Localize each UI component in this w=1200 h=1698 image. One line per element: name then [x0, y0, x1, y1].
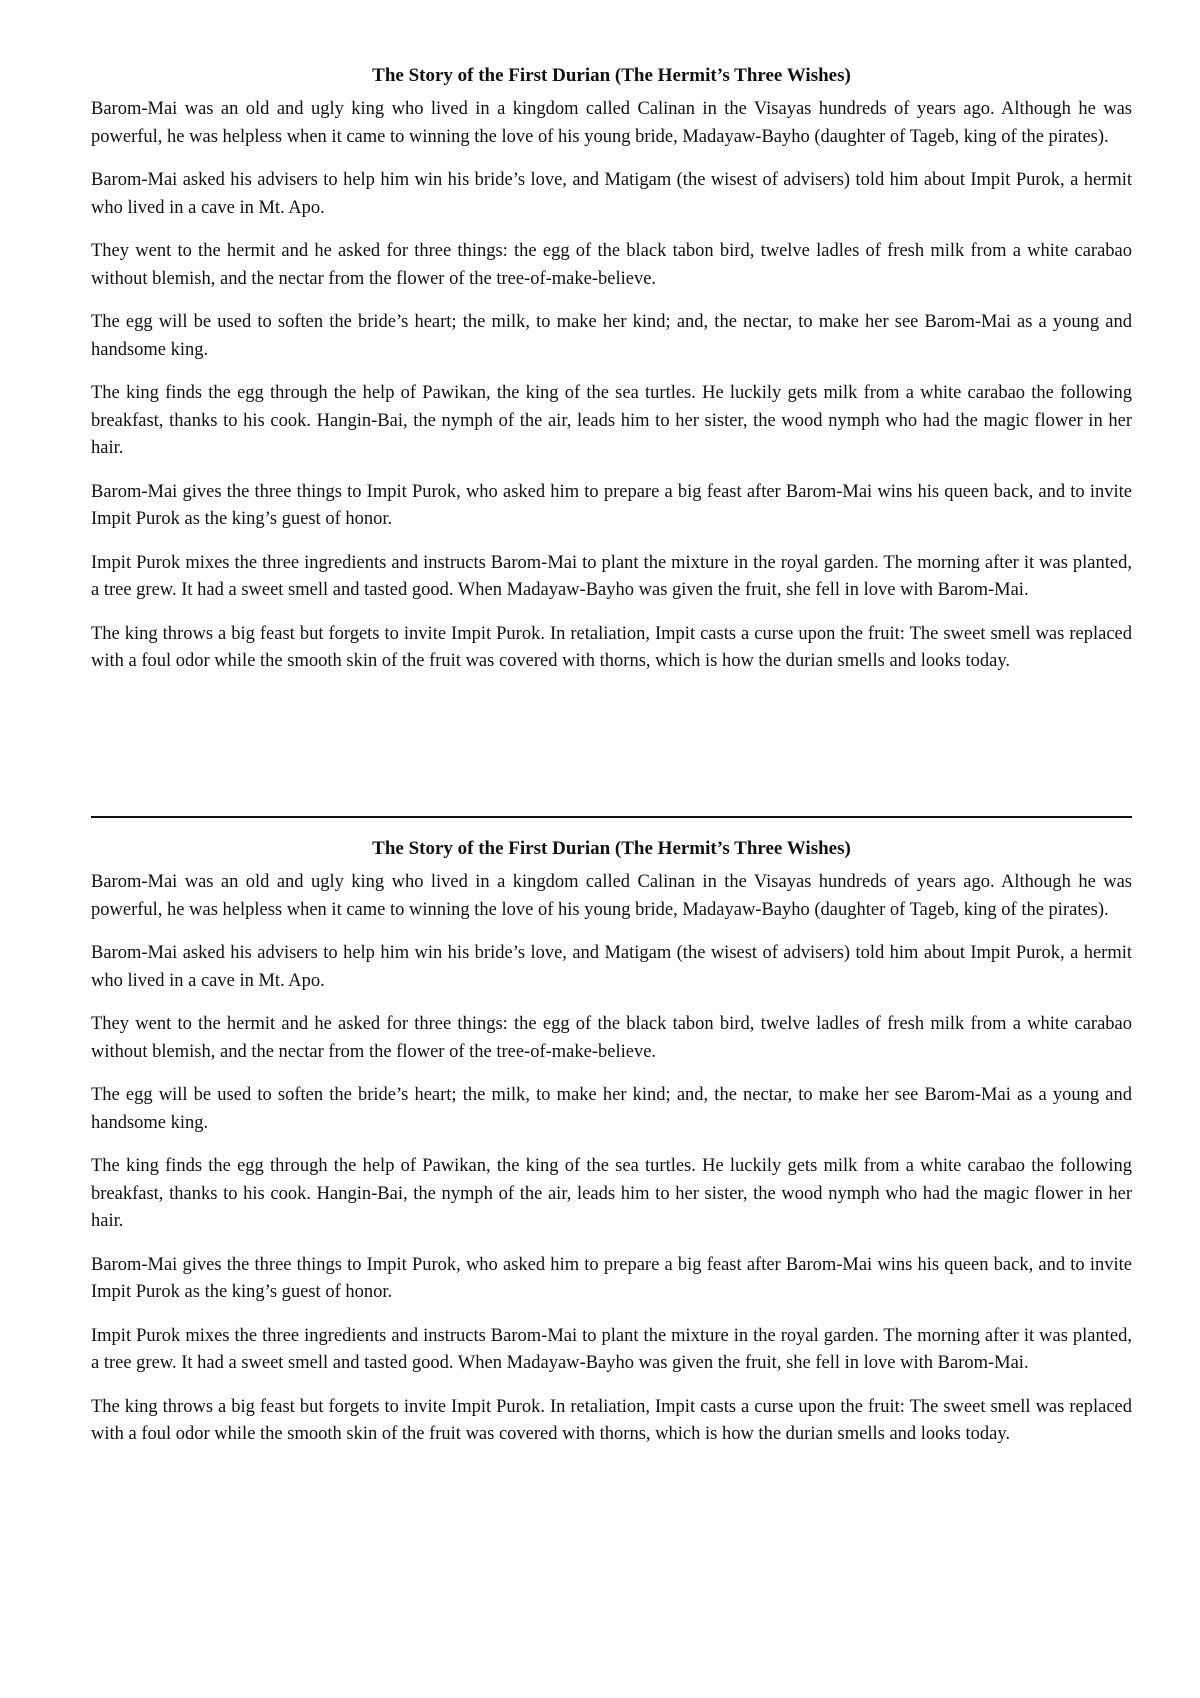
- story-paragraph: Impit Purok mixes the three ingredients and instructs Barom-Mai to plant the mixture in the royal garden. The morning after it was planted, a tree grew. It had a sweet smell and tasted good. When Madayaw-Bayho was given the fruit, she fell in love with Barom-Mai.: [91, 1325, 1132, 1373]
- story-paragraph: The egg will be used to soften the bride’s heart; the milk, to make her kind; and, the nectar, to make her see Barom-Mai as a young and handsome king.: [91, 1085, 1132, 1133]
- story-paragraph: Barom-Mai was an old and ugly king who lived in a kingdom called Calinan in the Visayas hundreds of years ago. Although he was powerful, he was helpless when it came to winning the love of his young bride, Madayaw-Bayho (daughter of Tageb, king of the pirates).: [91, 872, 1132, 920]
- story-paragraph: The king throws a big feast but forgets to invite Impit Purok. In retaliation, Impit casts a curse upon the fruit: The sweet smell was replaced with a foul odor while the smooth skin of the fruit was covered with thorns, which is how the durian smells and looks today.: [91, 1396, 1132, 1444]
- story-title: The Story of the First Durian (The Hermit’s Three Wishes): [372, 65, 851, 86]
- story-paragraph: Barom-Mai asked his advisers to help him win his bride’s love, and Matigam (the wisest of advisers) told him about Impit Purok, a hermit who lived in a cave in Mt. Apo.: [91, 943, 1132, 991]
- story-paragraph: Barom-Mai gives the three things to Impit Purok, who asked him to prepare a big feast after Barom-Mai wins his queen back, and to invite Impit Purok as the king’s guest of honor.: [91, 1254, 1132, 1302]
- section-divider: [91, 816, 1132, 818]
- story-paragraph: Impit Purok mixes the three ingredients and instructs Barom-Mai to plant the mixture in the royal garden. The morning after it was planted, a tree grew. It had a sweet smell and tasted good. When Madayaw-Bayho was given the fruit, she fell in love with Barom-Mai.: [91, 552, 1132, 600]
- story-section-1: [91, 62, 1132, 692]
- story-paragraph: The egg will be used to soften the bride’s heart; the milk, to make her kind; and, the nectar, to make her see Barom-Mai as a young and handsome king.: [91, 312, 1132, 360]
- story-paragraph: Barom-Mai gives the three things to Impit Purok, who asked him to prepare a big feast after Barom-Mai wins his queen back, and to invite Impit Purok as the king’s guest of honor.: [91, 481, 1132, 529]
- story-paragraph: They went to the hermit and he asked for three things: the egg of the black tabon bird, twelve ladles of fresh milk from a white carabao without blemish, and the nectar from the flower of the tree-of-make-believe.: [91, 241, 1132, 289]
- story-paragraph: They went to the hermit and he asked for three things: the egg of the black tabon bird, twelve ladles of fresh milk from a white carabao without blemish, and the nectar from the flower of the tree-of-make-believe.: [91, 1014, 1132, 1062]
- story-section-2: [91, 835, 1132, 1465]
- story-title: The Story of the First Durian (The Hermit’s Three Wishes): [372, 838, 851, 859]
- story-paragraph: The king finds the egg through the help of Pawikan, the king of the sea turtles. He luckily gets milk from a white carabao the following breakfast, thanks to his cook. Hangin-Bai, the nymph of the air, leads him to her sister, the wood nymph who had the magic flower in her hair.: [91, 383, 1132, 458]
- story-paragraph: The king throws a big feast but forgets to invite Impit Purok. In retaliation, Impit casts a curse upon the fruit: The sweet smell was replaced with a foul odor while the smooth skin of the fruit was covered with thorns, which is how the durian smells and looks today.: [91, 623, 1132, 671]
- story-paragraph: Barom-Mai asked his advisers to help him win his bride’s love, and Matigam (the wisest of advisers) told him about Impit Purok, a hermit who lived in a cave in Mt. Apo.: [91, 170, 1132, 218]
- story-paragraph: The king finds the egg through the help of Pawikan, the king of the sea turtles. He luckily gets milk from a white carabao the following breakfast, thanks to his cook. Hangin-Bai, the nymph of the air, leads him to her sister, the wood nymph who had the magic flower in her hair.: [91, 1156, 1132, 1231]
- story-paragraph: Barom-Mai was an old and ugly king who lived in a kingdom called Calinan in the Visayas hundreds of years ago. Although he was powerful, he was helpless when it came to winning the love of his young bride, Madayaw-Bayho (daughter of Tageb, king of the pirates).: [91, 99, 1132, 147]
